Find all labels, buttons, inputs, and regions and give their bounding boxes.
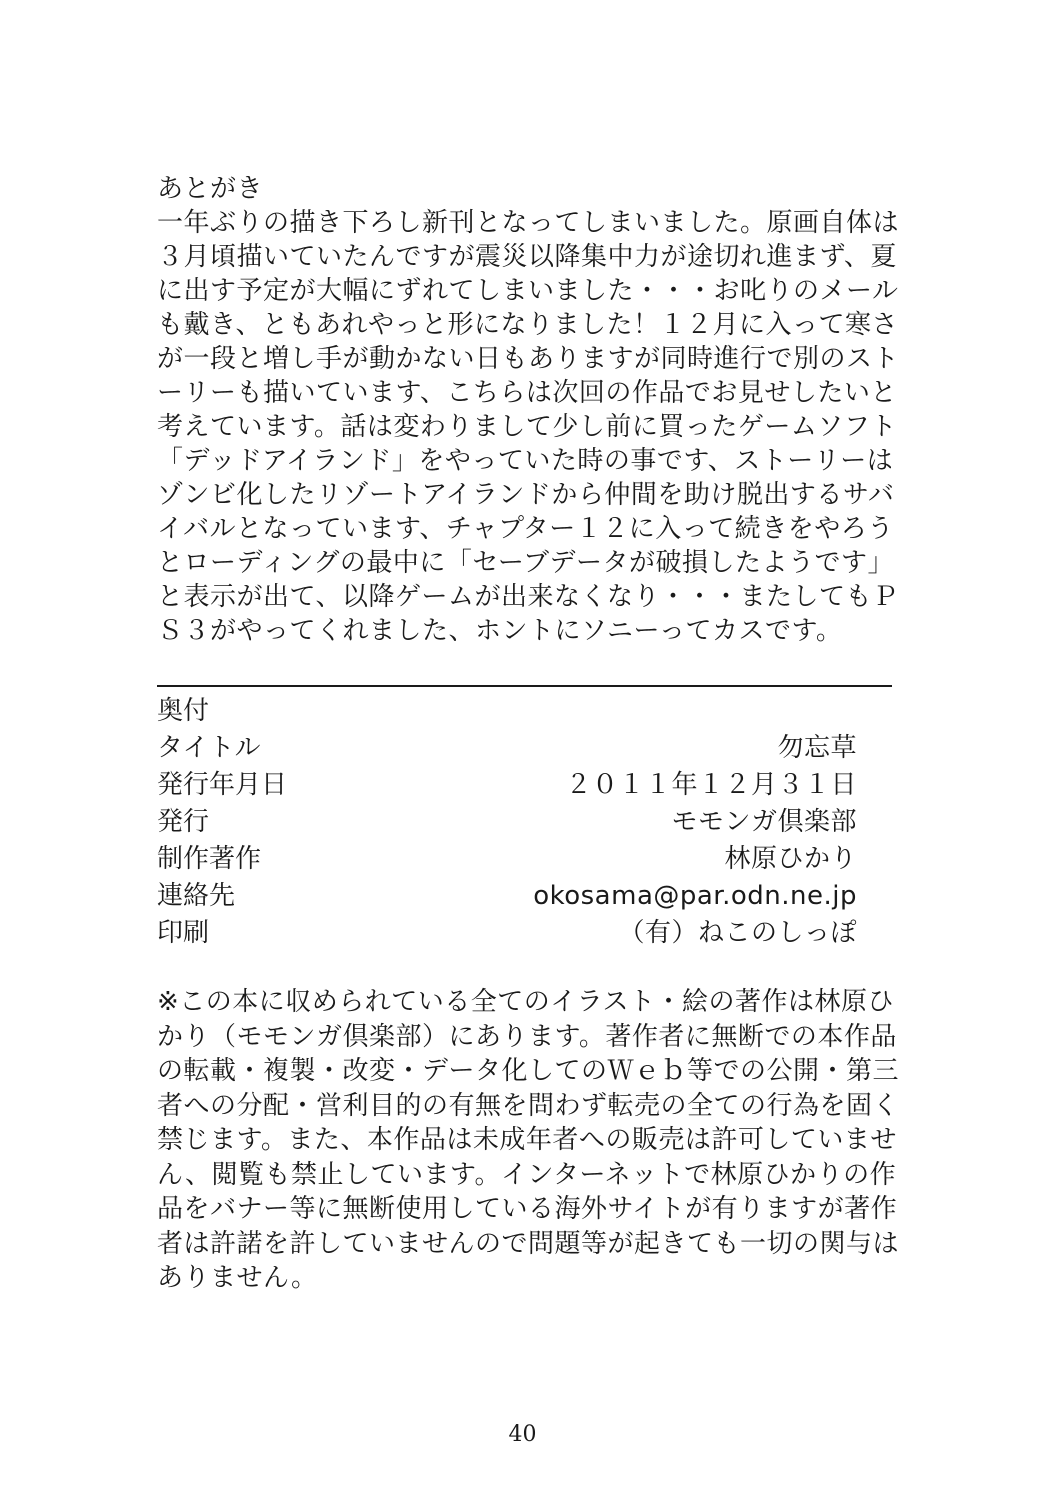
colophon-value: ２０１１年１２月３１日 bbox=[565, 770, 857, 800]
copyright-notice bbox=[157, 985, 900, 1296]
afterword-line: が一段と増し手が動かない日もありますが同時進行で別のスト bbox=[157, 344, 900, 374]
afterword-line: ーリーも描いています、こちらは次回の作品でお見せしたいと bbox=[157, 378, 897, 408]
afterword-section bbox=[157, 172, 900, 648]
afterword-heading: あとがき bbox=[157, 174, 264, 204]
colophon-row-contact bbox=[157, 878, 857, 915]
colophon-row-date bbox=[157, 767, 857, 804]
colophon-label: 発行 bbox=[157, 807, 210, 837]
notice-line: ん、閲覧も禁止しています。インターネットで林原ひかりの作 bbox=[157, 1159, 897, 1190]
colophon-row-author bbox=[157, 841, 857, 878]
page-number: 40 bbox=[508, 1422, 537, 1447]
afterword-line: Ｓ３がやってくれました、ホントにソニーってカスです。 bbox=[157, 616, 843, 646]
colophon-value: 勿忘草 bbox=[777, 733, 857, 763]
afterword-line: とローディングの最中に「セーブデータが破損したようです」 bbox=[157, 548, 895, 578]
afterword-line: に出す予定が大幅にずれてしまいました・・・お叱りのメール bbox=[157, 276, 899, 306]
notice-line: の転載・複製・改変・データ化してのＷｅｂ等での公開・第三 bbox=[157, 1056, 900, 1086]
section-divider bbox=[157, 685, 892, 687]
colophon-label: 発行年月日 bbox=[157, 770, 288, 800]
afterword-line: 「デッドアイランド」をやっていた時の事です、ストーリーは bbox=[157, 446, 894, 476]
colophon-row-publisher bbox=[157, 804, 857, 841]
colophon-heading: 奥付 bbox=[157, 696, 210, 726]
afterword-line: ３月頃描いていたんですが震災以降集中力が途切れ進まず、夏 bbox=[157, 242, 897, 272]
colophon-row-title bbox=[157, 730, 857, 767]
colophon-label: タイトル bbox=[157, 733, 261, 763]
colophon-value: 林原ひかり bbox=[724, 844, 857, 874]
afterword-line: 考えています。話は変わりまして少し前に買ったゲームソフト bbox=[157, 412, 897, 442]
notice-line: 者への分配・営利目的の有無を問わず転売の全ての行為を固く bbox=[157, 1090, 900, 1121]
notice-line: ※この本に収められている全てのイラスト・絵の著作は林原ひ bbox=[157, 987, 895, 1017]
afterword-line: ゾンビ化したリゾートアイランドから仲間を助け脱出するサバ bbox=[157, 480, 895, 510]
colophon-contact-email: okosama@par.odn.ne.jp bbox=[533, 881, 857, 911]
notice-line: 禁じます。また、本作品は未成年者への販売は許可していませ bbox=[157, 1125, 897, 1155]
notice-line: ありません。 bbox=[157, 1263, 318, 1293]
notice-line: 品をバナー等に無断使用している海外サイトが有りますが著作 bbox=[157, 1194, 898, 1224]
afterword-line: も戴き、ともあれやっと形になりました！１２月に入って寒さ bbox=[157, 310, 898, 340]
notice-line: かり（モモンガ倶楽部）にあります。著作者に無断での本作品 bbox=[157, 1021, 897, 1052]
notice-line: 者は許諾を許していませんので問題等が起きても一切の関与は bbox=[157, 1228, 900, 1259]
colophon-value: モモンガ倶楽部 bbox=[671, 807, 857, 837]
colophon-row-printer bbox=[157, 915, 857, 952]
colophon-label: 印刷 bbox=[157, 918, 210, 948]
afterword-line: と表示が出て、以降ゲームが出来なくなり・・・またしてもＰ bbox=[157, 582, 899, 612]
colophon-label: 制作著作 bbox=[157, 844, 262, 874]
afterword-line: 一年ぶりの描き下ろし新刊となってしまいました。原画自体は bbox=[157, 208, 900, 238]
afterword-line: イバルとなっています、チャプター１２に入って続きをやろう bbox=[157, 514, 894, 544]
colophon-label: 連絡先 bbox=[157, 881, 236, 911]
colophon-value: （有）ねこのしっぽ bbox=[618, 918, 857, 948]
colophon-section bbox=[157, 692, 857, 952]
